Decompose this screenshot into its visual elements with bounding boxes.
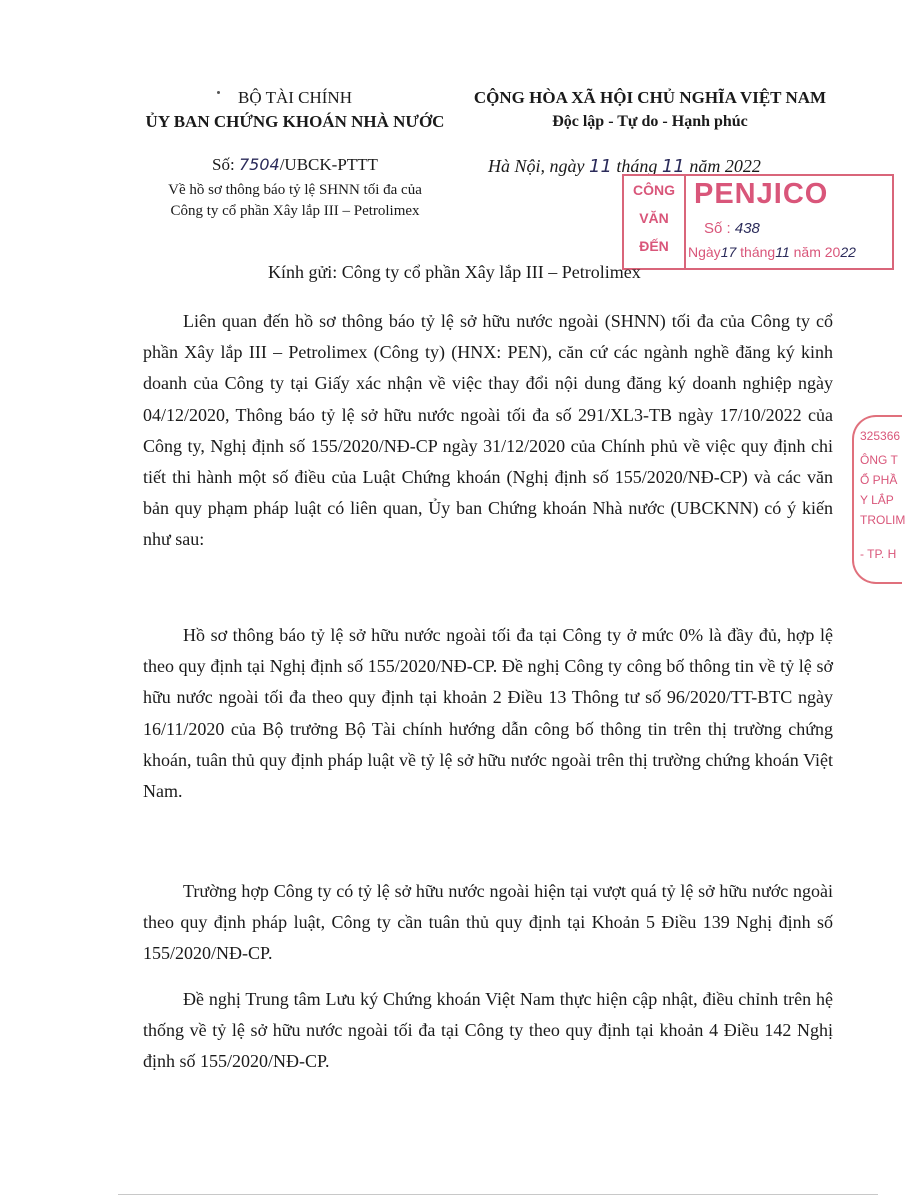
stamp-day-label: Ngày (688, 244, 721, 260)
national-header (470, 86, 830, 134)
seal-line-6: - TP. H (860, 547, 897, 561)
stamp-date-row (688, 244, 856, 260)
doc-number-handwritten: 7504 (238, 155, 280, 174)
document-number (130, 154, 460, 176)
ministry-name: BỘ TÀI CHÍNH (238, 88, 352, 107)
stamp-line-2: VĂN (639, 210, 669, 226)
stamp-day-value: 17 (720, 244, 737, 260)
stamp-year-value: 22 (840, 244, 856, 260)
subject-line-1: Về hồ sơ thông báo tỷ lệ SHNN tối đa của (168, 182, 422, 198)
seal-line-3: Ổ PHẦ (860, 473, 898, 487)
received-stamp (622, 174, 894, 270)
date-prefix: Hà Nội, ngày (488, 156, 585, 176)
stamp-brand: PENJICO (694, 178, 829, 210)
committee-name: ỦY BAN CHỨNG KHOÁN NHÀ NƯỚC (145, 112, 445, 131)
salutation: Kính gửi: Công ty cổ phần Xây lắp III – Petrolimex (268, 262, 641, 282)
national-motto: Độc lập - Tự do - Hạnh phúc (552, 113, 748, 130)
stamp-year-label: năm 20 (793, 244, 841, 260)
seal-line-1: 325366 (860, 429, 901, 443)
stamp-month-label: tháng (740, 244, 776, 260)
subject-block (130, 180, 460, 222)
body-paragraph-2: Hồ sơ thông báo tỷ lệ sở hữu nước ngoài tối đa tại Công ty ở mức 0% là đầy đủ, hợp lệ theo quy định tại Nghị định số 155/2020/NĐ-CP. Đề nghị Công ty công bố thông tin về tỷ lệ sở hữu nước ngoài tối đa theo quy định tại khoản 2 Điều 13 Thông tư số 96/2020/TT-BTC ngày 16/11/2020 của Bộ trưởng Bộ Tài chính hướng dẫn công bố thông tin trên thị trường chứng khoán, tuân thủ quy định pháp luật về tỷ lệ sở hữu nước ngoài trên thị trường chứng khoán Việt Nam. (143, 625, 833, 802)
seal-line-2: ÔNG T (860, 453, 898, 467)
stamp-month-value: 11 (775, 244, 790, 260)
page-bottom-rule (118, 1194, 878, 1195)
republic-name: CỘNG HÒA XÃ HỘI CHỦ NGHĨA VIỆT NAM (473, 88, 827, 107)
date-month: 11 (661, 156, 685, 177)
issuer-block (130, 86, 460, 134)
body-paragraph-4: Đề nghị Trung tâm Lưu ký Chứng khoán Việt Nam thực hiện cập nhật, điều chỉnh trên hệ thống về tỷ lệ sở hữu nước ngoài tối đa tại Công ty theo quy định tại khoản 4 Điều 142 Nghị định số 155/2020/NĐ-CP. (143, 989, 833, 1072)
stamp-line-3: ĐẾN (639, 238, 669, 254)
date-year: năm 2022 (689, 156, 761, 176)
seal-line-4: Y LẮP (860, 493, 894, 507)
date-day: 11 (589, 156, 612, 177)
subject-line-2: Công ty cổ phần Xây lắp III – Petrolimex (170, 203, 420, 219)
date-month-label: tháng (616, 156, 658, 176)
company-seal-fragment (852, 415, 905, 584)
stamp-number-value: 438 (734, 220, 760, 237)
stamp-incoming-label (624, 176, 686, 268)
body-paragraph-3: Trường hợp Công ty có tỷ lệ sở hữu nước ngoài hiện tại vượt quá tỷ lệ sở hữu nước ngoài theo quy định pháp luật, Công ty cần tuân thủ quy định tại Khoản 5 Điều 139 Nghị định số 155/2020/NĐ-CP. (143, 881, 833, 964)
stamp-number-row (704, 220, 760, 237)
doc-number-suffix: /UBCK-PTTT (279, 155, 378, 174)
body-paragraph-1: Liên quan đến hồ sơ thông báo tỷ lệ sở hữu nước ngoài (SHNN) tối đa của Công ty cổ phần Xây lắp III – Petrolimex (Công ty) (HNX: PEN), căn cứ các ngành nghề đăng ký kinh doanh của Công ty tại Giấy xác nhận về việc thay đổi nội dung đăng ký doanh nghiệp ngày 04/12/2020, Thông báo tỷ lệ sở hữu nước ngoài tối đa số 291/XL3-TB ngày 17/10/2022 của Công ty, Nghị định số 155/2020/NĐ-CP ngày 31/12/2020 của Chính phủ về việc quy định chi tiết thi hành một số điều của Luật Chứng khoán (Nghị định số 155/2020/NĐ-CP) và các văn bản quy phạm pháp luật có liên quan, Ủy ban Chứng khoán Nhà nước (UBCKNN) có ý kiến như sau: (143, 311, 833, 550)
stamp-line-1: CÔNG (633, 182, 675, 198)
seal-line-5: TROLIM (860, 513, 905, 527)
stamp-number-label: Số : (704, 220, 731, 237)
doc-number-prefix: Số: (212, 155, 235, 174)
